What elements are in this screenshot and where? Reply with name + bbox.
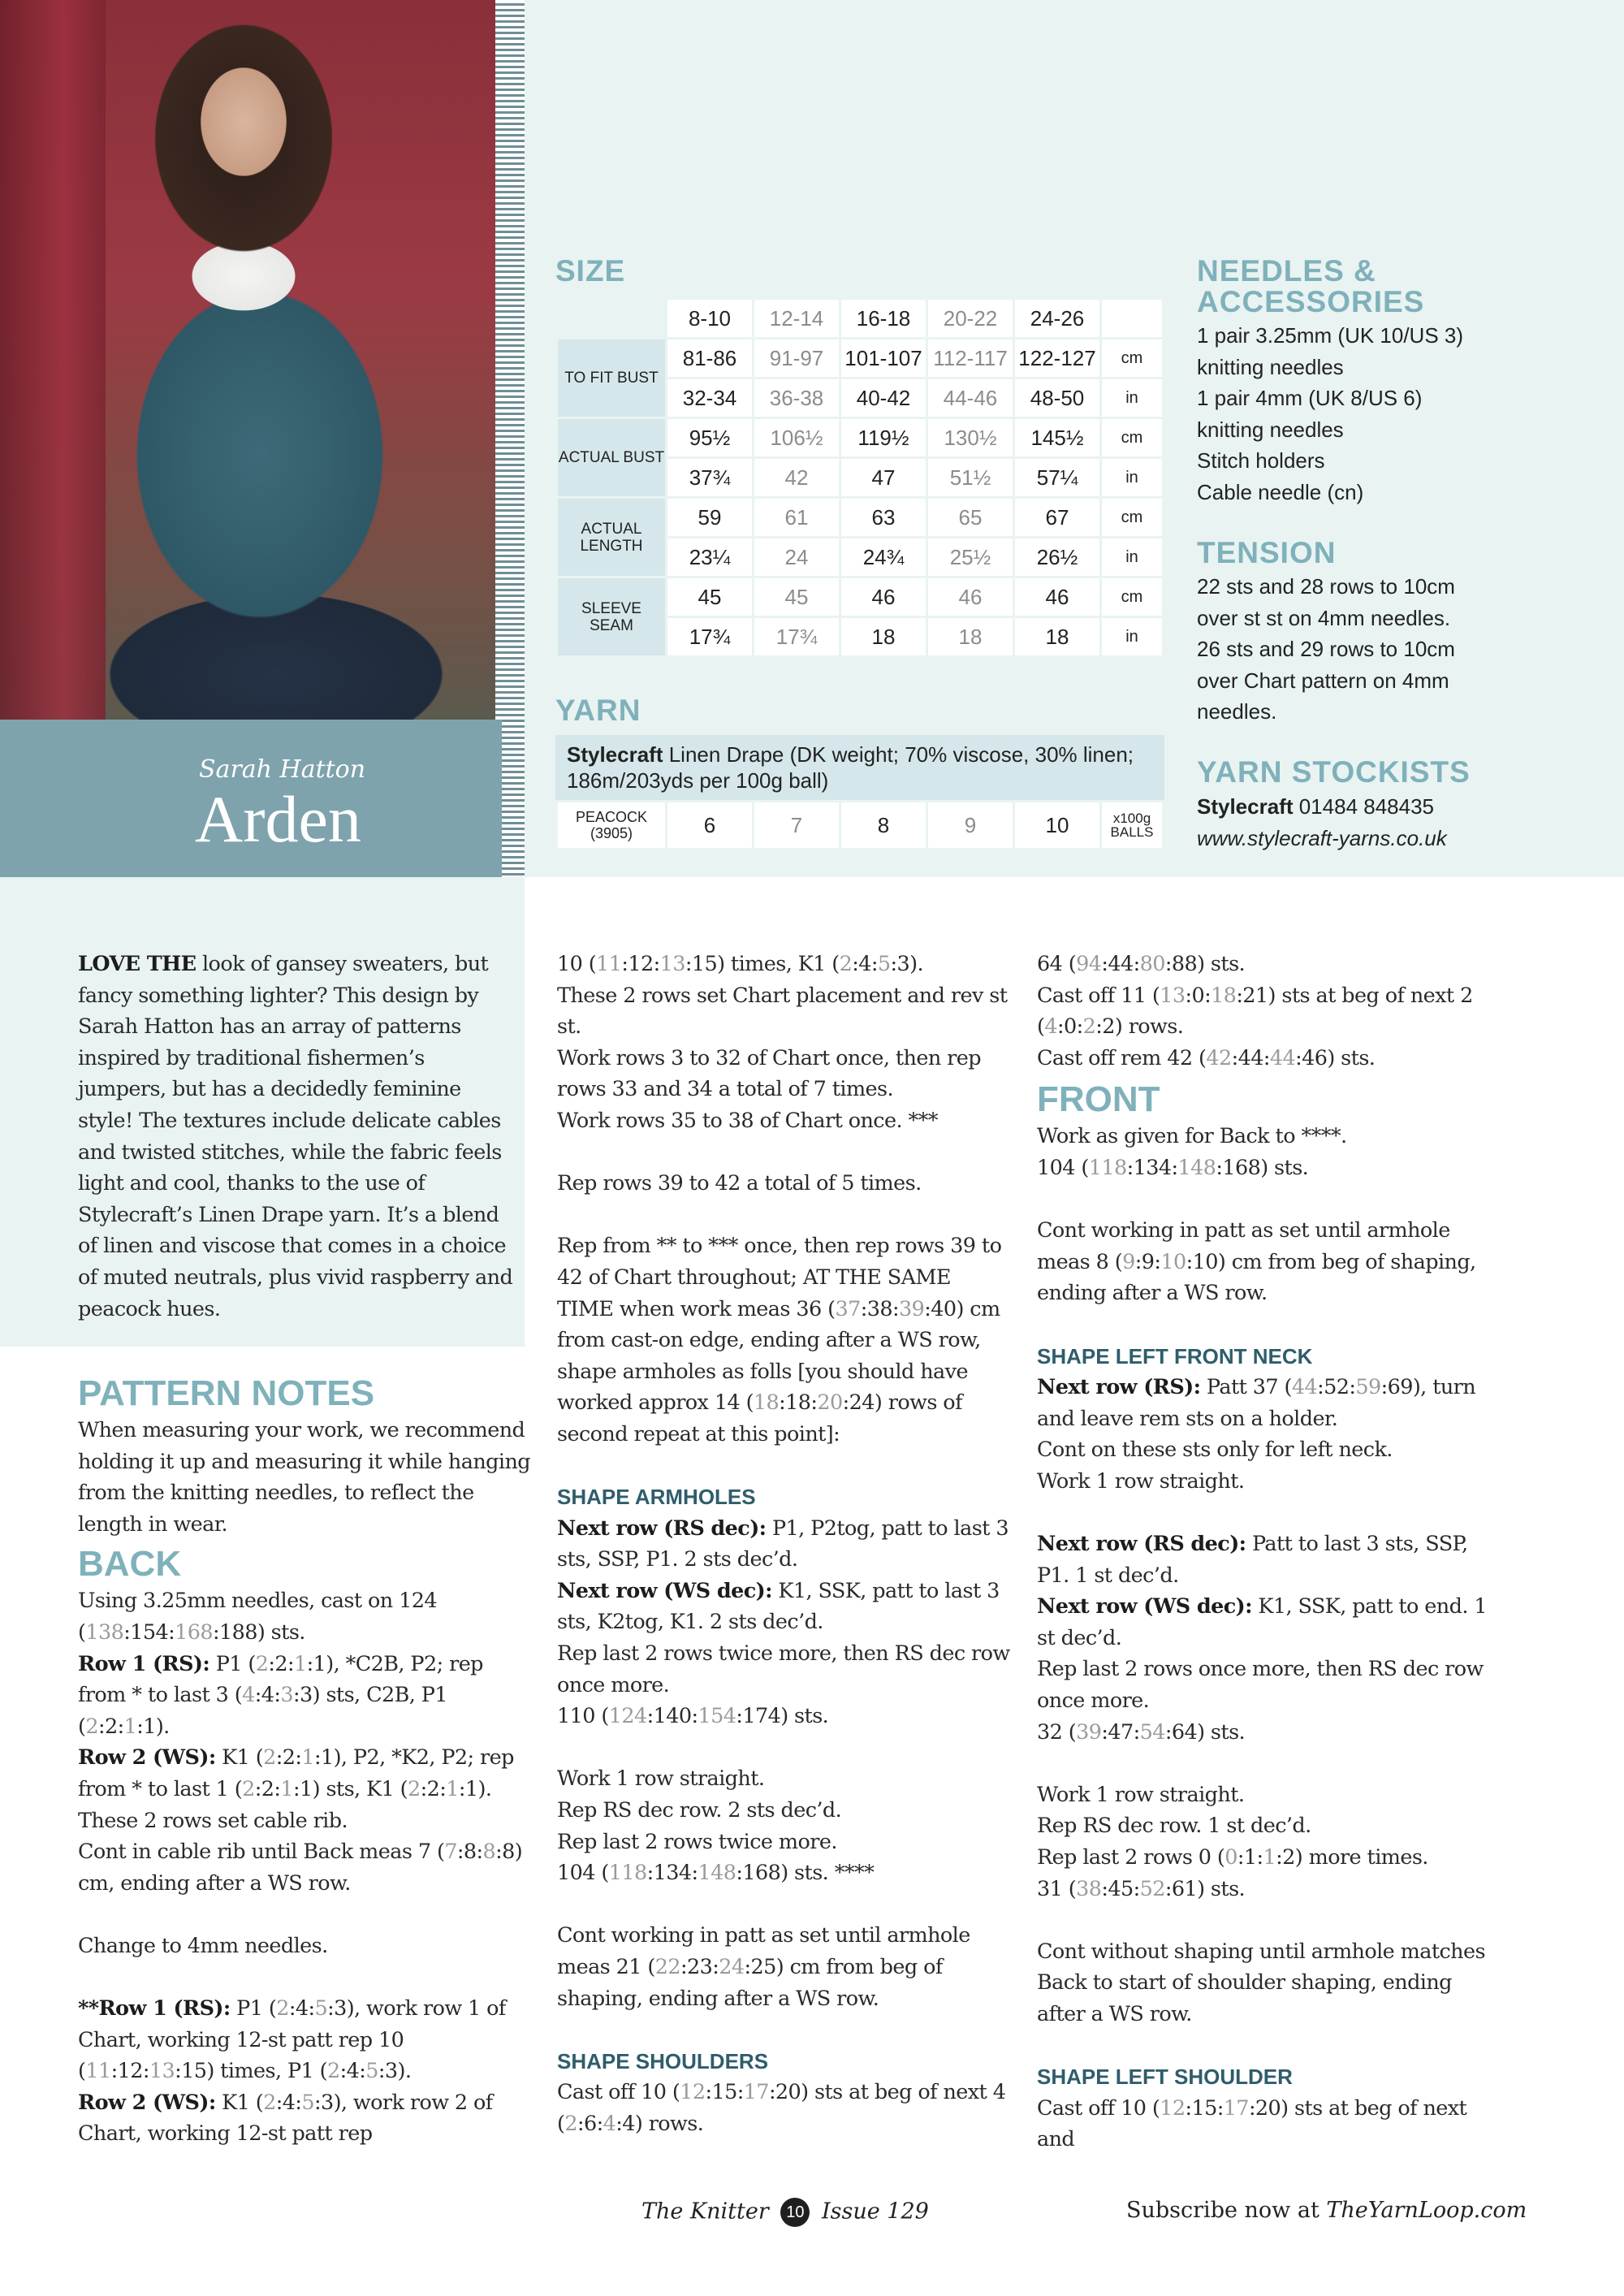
front-heading: FRONT	[1037, 1079, 1160, 1120]
cell: 119½	[841, 419, 926, 456]
unit-cell: in	[1102, 618, 1162, 655]
size-col: 24-26	[1015, 300, 1099, 337]
pattern-text: Next row (WS dec): K1, SSK, patt to end. 1 st dec’d.	[1037, 1594, 1487, 1650]
pattern-text: Cast off rem 42 (42:44:44:46) sts.	[1037, 1045, 1376, 1070]
pattern-text: Cont working in patt as set until armhole meas 21 (22:23:24:25) cm from beg of shaping, ending after a WS row.	[557, 1923, 970, 2011]
shape-armholes-heading: SHAPE ARMHOLES	[557, 1485, 756, 1510]
tension-line: 22 sts and 28 rows to 10cm	[1197, 574, 1455, 599]
ball-count: 6	[667, 802, 752, 848]
needles-heading-line1: NEEDLES &	[1197, 254, 1376, 288]
pattern-text: Next row (RS dec): P1, P2tog, patt to last 3 sts, SSP, P1. 2 sts dec’d.	[557, 1516, 1009, 1572]
pattern-text: Work 1 row straight.	[1037, 1782, 1245, 1807]
pattern-text: 64 (94:44:80:88) sts.	[1037, 952, 1246, 976]
shade-name: PEACOCK	[575, 809, 648, 825]
cell: 40-42	[841, 379, 926, 417]
shape-left-shoulder-heading: SHAPE LEFT SHOULDER	[1037, 2065, 1293, 2090]
cell: 46	[841, 578, 926, 616]
stockist-phone: 01484 848435	[1293, 794, 1435, 819]
needles-list	[1197, 320, 1463, 508]
cell: 24¾	[841, 538, 926, 576]
size-col: 16-18	[841, 300, 926, 337]
cell: 63	[841, 499, 926, 536]
ball-weight: x100g	[1112, 811, 1151, 826]
cell: 59	[667, 499, 752, 536]
pattern-text: Rep last 2 rows twice more, then RS dec row once more.	[557, 1641, 1010, 1697]
tension-line: 26 sts and 29 rows to 10cm	[1197, 637, 1455, 661]
cell: 51½	[928, 459, 1013, 496]
pattern-text: Cont working in patt as set until armhole meas 8 (9:9:10:10) cm from beg of shaping, ending after a WS row.	[1037, 1218, 1476, 1306]
pattern-text: Work 1 row straight.	[557, 1766, 765, 1792]
row-label: TO FIT BUST	[558, 339, 665, 417]
row-label: SLEEVE SEAM	[558, 578, 665, 655]
tension-heading: TENSION	[1197, 536, 1337, 569]
pattern-text: Next row (WS dec): K1, SSK, patt to last 3 sts, K2tog, K1. 2 sts dec’d.	[557, 1578, 1000, 1635]
cell: 18	[1015, 618, 1099, 655]
intro-paragraph	[78, 949, 516, 1325]
unit-cell: in	[1102, 379, 1162, 417]
back-heading: BACK	[78, 1544, 182, 1585]
column-1	[78, 949, 516, 1325]
cell: 44-46	[928, 379, 1013, 417]
needles-item: knitting needles	[1197, 417, 1344, 442]
size-row	[558, 419, 1162, 456]
stockists-heading: YARN STOCKISTS	[1197, 755, 1471, 789]
unit-cell: cm	[1102, 339, 1162, 377]
cell: 36-38	[754, 379, 839, 417]
yarn-row	[558, 802, 1162, 848]
designer-name: Sarah Hatton	[199, 755, 366, 784]
cell: 45	[754, 578, 839, 616]
pattern-text: Work rows 3 to 32 of Chart once, then rep rows 33 and 34 a total of 7 times.	[557, 1045, 981, 1102]
unit-cell: cm	[1102, 419, 1162, 456]
page-number: 10	[780, 2198, 810, 2227]
pattern-text: Rep from ** to *** once, then rep rows 39 to 42 of Chart throughout; AT THE SAME TIME when work meas 36 (37:38:39:40) cm from cast-on edge, ending after a WS row, shape armholes as folls [you should have worked approx 14 (18:18:20:24) rows of second repeat at this point]:	[557, 1234, 1002, 1446]
cell: 65	[928, 499, 1013, 536]
unit-cell: cm	[1102, 499, 1162, 536]
intro-lead: LOVE THE	[78, 952, 197, 976]
pattern-text: 110 (124:140:154:174) sts.	[557, 1704, 829, 1729]
pattern-text: These 2 rows set cable rib.	[78, 1808, 348, 1833]
needles-item: Cable needle (cn)	[1197, 479, 1364, 504]
pattern-text: Next row (RS): Patt 37 (44:52:59:69), turn and leave rem sts on a holder.	[1037, 1375, 1476, 1431]
pattern-text: Cast off 11 (13:0:18:21) sts at beg of next 2 (4:0:2:2) rows.	[1037, 983, 1473, 1040]
needles-item: Stitch holders	[1197, 448, 1325, 473]
needles-heading	[1197, 256, 1424, 318]
yarn-brand: Stylecraft	[567, 742, 663, 767]
column-3	[1037, 949, 1500, 2155]
cell: 145½	[1015, 419, 1099, 456]
cell: 81-86	[667, 339, 752, 377]
column-1-lower	[78, 1373, 533, 2150]
pattern-text: 104 (118:134:148:168) sts.	[1037, 1155, 1309, 1180]
tension-line: over st st on 4mm needles.	[1197, 605, 1451, 630]
pattern-text: Rep last 2 rows 0 (0:1:1:2) more times.	[1037, 1845, 1428, 1870]
cell: 101-107	[841, 339, 926, 377]
column-2	[557, 949, 1012, 2140]
pattern-text: Cont in cable rib until Back meas 7 (7:8:8:8) cm, ending after a WS row.	[78, 1840, 523, 1896]
size-col: 20-22	[928, 300, 1013, 337]
cell: 17¾	[667, 618, 752, 655]
size-row	[558, 339, 1162, 377]
shade-code: (3905)	[590, 825, 633, 841]
ball-unit-label: BALLS	[1110, 824, 1154, 840]
cell: 32-34	[667, 379, 752, 417]
needles-item: 1 pair 3.25mm (UK 10/US 3)	[1197, 323, 1464, 348]
pattern-notes-text: When measuring your work, we recommend holding it up and measuring it while hanging from the knitting needles, to reflect the length in wear.	[78, 1418, 531, 1537]
stockist-line	[1197, 791, 1447, 823]
pattern-title: Arden	[195, 782, 361, 856]
stockist-brand: Stylecraft	[1197, 794, 1294, 819]
pattern-text: 32 (39:47:54:64) sts.	[1037, 1719, 1246, 1745]
pattern-text: Rep RS dec row. 1 st dec’d.	[1037, 1814, 1311, 1839]
intro-text: look of gansey sweaters, but fancy something lighter? This design by Sarah Hatton has an array of patterns inspired by traditional fishermen’s jumpers, but has a decidedly feminine style! The textures include delicate cables and twisted stitches, while the fabric feels light and cool, thanks to the use of Stylecraft’s Linen Drape yarn. It’s a blend of linen and viscose that comes in a choice of muted neutrals, plus vivid raspberry and peacock hues.	[78, 952, 513, 1321]
cell: 46	[1015, 578, 1099, 616]
subscribe-text: Subscribe now at	[1126, 2198, 1327, 2223]
footer-magazine	[641, 2198, 929, 2227]
shade-label	[558, 802, 665, 848]
pattern-text: These 2 rows set Chart placement and rev st st.	[557, 983, 1008, 1040]
photo-curtain	[0, 0, 106, 720]
pattern-text: Change to 4mm needles.	[78, 1933, 328, 1958]
tension-line: needles.	[1197, 699, 1277, 724]
cell: 112-117	[928, 339, 1013, 377]
yarn-description	[555, 735, 1164, 800]
shape-left-front-neck-heading: SHAPE LEFT FRONT NECK	[1037, 1343, 1313, 1369]
pattern-text: Cast off 10 (12:15:17:20) sts at beg of next 4 (2:6:4:4) rows.	[557, 2080, 1006, 2136]
pattern-text: Cont without shaping until armhole matches Back to start of shoulder shaping, ending after a WS row.	[1037, 1939, 1485, 2026]
cell: 18	[928, 618, 1013, 655]
ball-count: 7	[754, 802, 839, 848]
size-heading: SIZE	[555, 254, 626, 288]
cell: 130½	[928, 419, 1013, 456]
cell: 95½	[667, 419, 752, 456]
model-photo	[0, 0, 502, 720]
size-col: 8-10	[667, 300, 752, 337]
size-row	[558, 578, 1162, 616]
pattern-text: Row 2 (WS): K1 (2:4:5:3), work row 2 of Chart, working 12-st patt rep	[78, 2090, 493, 2147]
tension-line: over Chart pattern on 4mm	[1197, 668, 1449, 693]
pattern-notes-heading: PATTERN NOTES	[78, 1373, 375, 1413]
pattern-text: Row 2 (WS): K1 (2:2:1:1), P2, *K2, P2; rep from * to last 1 (2:2:1:1) sts, K1 (2:2:1:1).	[78, 1745, 514, 1801]
pattern-text: Rep last 2 rows twice more.	[557, 1829, 837, 1854]
cell: 91-97	[754, 339, 839, 377]
ball-count: 8	[841, 802, 926, 848]
cell: 61	[754, 499, 839, 536]
cell: 18	[841, 618, 926, 655]
pattern-text: Using 3.25mm needles, cast on 124 (138:154:168:188) sts.	[78, 1589, 437, 1645]
issue-number: Issue 129	[821, 2199, 929, 2225]
unit-cell: in	[1102, 538, 1162, 576]
pattern-text: Row 1 (RS): P1 (2:2:1:1), *C2B, P2; rep from * to last 3 (4:4:3:3) sts, C2B, P1 (2:2:1:1).	[78, 1651, 483, 1739]
stockist-website[interactable]: www.stylecraft-yarns.co.uk	[1197, 825, 1447, 850]
ball-count: 9	[928, 802, 1013, 848]
row-label: ACTUAL LENGTH	[558, 499, 665, 576]
cell: 46	[928, 578, 1013, 616]
pattern-text: Rep last 2 rows once more, then RS dec row once more.	[1037, 1657, 1484, 1714]
size-row	[558, 499, 1162, 536]
footer-subscribe	[1126, 2198, 1527, 2223]
cell: 122-127	[1015, 339, 1099, 377]
unit-cell: in	[1102, 459, 1162, 496]
cell: 45	[667, 578, 752, 616]
pattern-text: Next row (RS dec): Patt to last 3 sts, SSP, P1. 1 st dec’d.	[1037, 1532, 1468, 1588]
cell: 23¼	[667, 538, 752, 576]
pattern-text: Work rows 35 to 38 of Chart once. ***	[557, 1108, 938, 1133]
magazine-name: The Knitter	[641, 2199, 769, 2225]
needles-item: 1 pair 4mm (UK 8/US 6)	[1197, 386, 1423, 410]
cell: 26½	[1015, 538, 1099, 576]
row-label: ACTUAL BUST	[558, 419, 665, 496]
needles-item: knitting needles	[1197, 354, 1344, 379]
cell: 106½	[754, 419, 839, 456]
cell: 17¾	[754, 618, 839, 655]
pattern-text: Cont on these sts only for left neck.	[1037, 1438, 1393, 1463]
size-header-row	[558, 300, 1162, 337]
tension-text	[1197, 571, 1455, 728]
needles-heading-line2: ACCESSORIES	[1197, 285, 1425, 318]
pattern-text: Rep RS dec row. 2 sts dec’d.	[557, 1798, 842, 1823]
stockists-info	[1197, 791, 1447, 854]
cell: 57¼	[1015, 459, 1099, 496]
cell: 24	[754, 538, 839, 576]
size-col: 12-14	[754, 300, 839, 337]
pattern-text: **Row 1 (RS): P1 (2:4:5:3), work row 1 of Chart, working 12-st patt rep 10 (11:12:13:15) times, P1 (2:4:5:3).	[78, 1996, 506, 2084]
yarn-details: Linen Drape (DK weight; 70% viscose, 30% linen; 186m/203yds per 100g ball)	[567, 742, 1134, 793]
cell: 48-50	[1015, 379, 1099, 417]
pattern-text: Work as given for Back to ****.	[1037, 1124, 1347, 1149]
cell: 47	[841, 459, 926, 496]
pattern-text: 10 (11:12:13:15) times, K1 (2:4:5:3).	[557, 952, 923, 976]
yarn-amount-table	[555, 800, 1164, 850]
pattern-text: 31 (38:45:52:61) sts.	[1037, 1876, 1246, 1901]
pattern-text: 104 (118:134:148:168) sts. ****	[557, 1861, 875, 1886]
unit-cell: cm	[1102, 578, 1162, 616]
shape-shoulders-heading: SHAPE SHOULDERS	[557, 2048, 769, 2073]
ball-unit	[1102, 802, 1162, 848]
cell: 37¾	[667, 459, 752, 496]
cell: 42	[754, 459, 839, 496]
cell: 25½	[928, 538, 1013, 576]
ball-count: 10	[1015, 802, 1099, 848]
pattern-text: Work 1 row straight.	[1037, 1468, 1245, 1494]
pattern-text: Rep rows 39 to 42 a total of 5 times.	[557, 1171, 922, 1196]
cell: 67	[1015, 499, 1099, 536]
yarn-heading: YARN	[555, 694, 641, 727]
pattern-text: Cast off 10 (12:15:17:20) sts at beg of next and	[1037, 2095, 1467, 2152]
size-table	[555, 297, 1164, 658]
subscribe-link[interactable]: TheYarnLoop.com	[1326, 2198, 1527, 2223]
